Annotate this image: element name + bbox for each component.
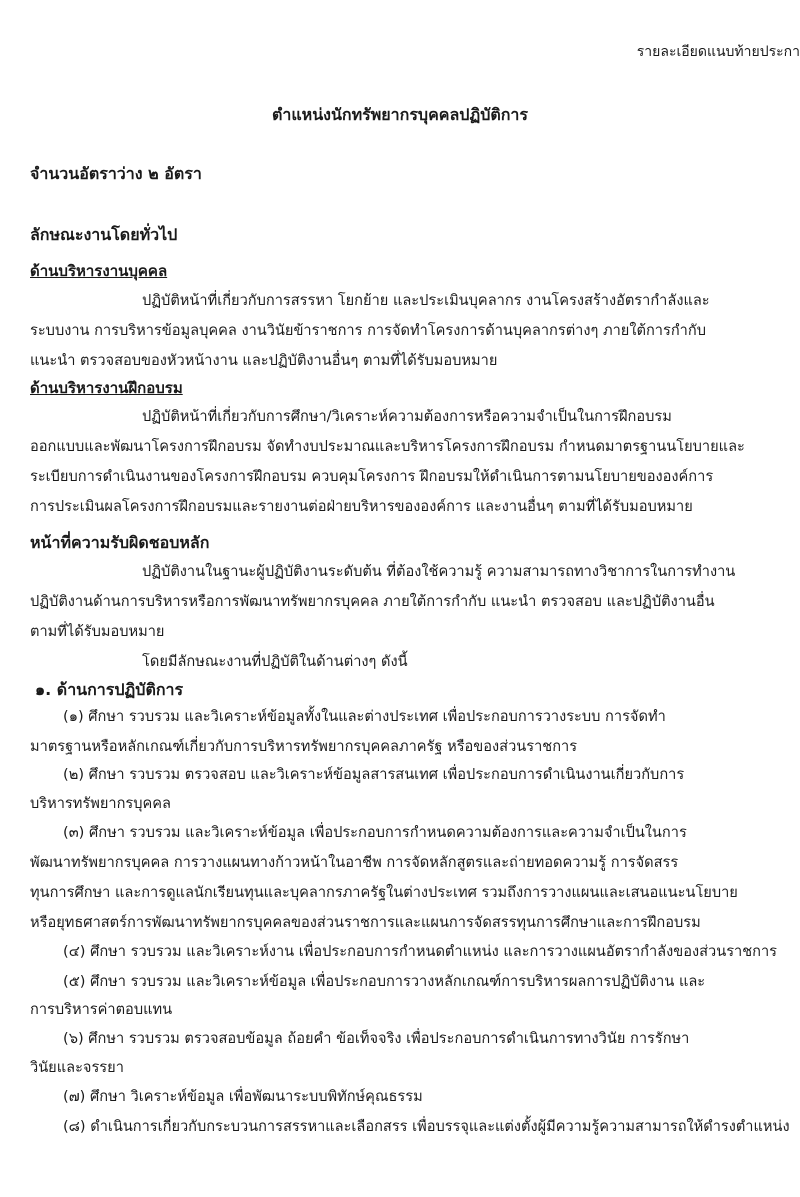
paragraph-line: ปฏิบัติงานด้านการบริหารหรือการพัฒนาทรัพยากรบุคคล ภายใต้การกำกับ แนะนำ ตรวจสอบ และปฏิบัติงานอื่น [30,593,715,610]
paragraph-line: ปฏิบัติหน้าที่เกี่ยวกับการศึกษา/วิเคราะห์ความต้องการหรือความจำเป็นในการฝึกอบรม [142,408,672,425]
duty-item-5-line: (๕) ศึกษา รวบรวม และวิเคราะห์ข้อมูล เพื่อประกอบการวางหลักเกณฑ์การบริหารผลการปฏิบัติงาน และ [63,973,706,990]
general-heading: ลักษณะงานโดยทั่วไป [30,225,178,244]
duty-item-6-line: (๖) ศึกษา รวบรวม ตรวจสอบข้อมูล ถ้อยคำ ข้อเท็จจริง เพื่อประกอบการดำเนินการทางวินัย การรักษา [63,1030,690,1047]
duty-item-1-line: (๑) ศึกษา รวบรวม และวิเคราะห์ข้อมูลทั้งในและต่างประเทศ เพื่อประกอบการวางระบบ การจัดทำ [63,708,666,725]
paragraph-line: ระเบียบการดำเนินงานของโครงการฝึกอบรม ควบคุมโครงการ ฝึกอบรมให้ดำเนินการตามนโยบายขององค์การ [30,468,714,485]
duty-item-5-line: การบริหารค่าตอบแทน [30,1001,173,1018]
duty-item-3-line: พัฒนาทรัพยากรบุคคล การวางแผนทางก้าวหน้าในอาชีพ การจัดหลักสูตรและถ่ายทอดความรู้ การจัดสรร [30,854,679,871]
duty-item-2-line: บริหารทรัพยากรบุคคล [30,795,171,812]
training-heading: ด้านบริหารงานฝึกอบรม [30,379,183,397]
section-1-heading: ๑. ด้านการปฏิบัติการ [35,680,184,699]
duties-heading: หน้าที่ความรับผิดชอบหลัก [30,533,210,552]
vacancy-count: จำนวนอัตราว่าง ๒ อัตรา [30,164,202,183]
paragraph-line: ออกแบบและพัฒนาโครงการฝึกอบรม จัดทำงบประมาณและบริหารโครงการฝึกอบรม กำหนดมาตรฐานนโยบายและ [30,438,745,455]
duty-item-1-line: มาตรฐานหรือหลักเกณฑ์เกี่ยวกับการบริหารทรัพยากรบุคคลภาครัฐ หรือของส่วนราชการ [30,738,578,755]
duty-item-7-line: (๗) ศึกษา วิเคราะห์ข้อมูล เพื่อพัฒนาระบบพิทักษ์คุณธรรม [63,1088,423,1105]
duty-item-2-line: (๒) ศึกษา รวบรวม ตรวจสอบ และวิเคราะห์ข้อมูลสารสนเทศ เพื่อประกอบการดำเนินงานเกี่ยวกับการ [63,766,685,783]
paragraph-line: การประเมินผลโครงการฝึกอบรมและรายงานต่อฝ่ายบริหารขององค์การ และงานอื่นๆ ตามที่ได้รับมอบหมาย [30,498,693,515]
personnel-heading: ด้านบริหารงานบุคคล [30,262,168,280]
duty-item-3-line: หรือยุทธศาสตร์การพัฒนาทรัพยากรบุคคลของส่วนราชการและแผนการจัดสรรทุนการศึกษาและการฝึกอบรม [30,914,701,931]
header-reference: รายละเอียดแนบท้ายประกา [636,44,800,60]
paragraph-line: ระบบงาน การบริหารข้อมูลบุคคล งานวินัยข้าราชการ การจัดทำโครงการด้านบุคลากรต่างๆ ภายใต้การกำกับ [30,322,706,339]
duty-item-3-line: ทุนการศึกษา และการดูแลนักเรียนทุนและบุคลากรภาครัฐในต่างประเทศ รวมถึงการวางแผนและเสนอแนะนโยบาย [30,884,738,901]
duties-intro: โดยมีลักษณะงานที่ปฏิบัติในด้านต่างๆ ดังนี้ [142,653,408,670]
duty-item-3-line: (๓) ศึกษา รวบรวม และวิเคราะห์ข้อมูล เพื่อประกอบการกำหนดความต้องการและความจำเป็นในการ [63,824,687,841]
paragraph-line: ปฏิบัติหน้าที่เกี่ยวกับการสรรหา โยกย้าย และประเมินบุคลากร งานโครงสร้างอัตรากำลังและ [142,292,710,309]
document-title: ตำแหน่งนักทรัพยากรบุคคลปฏิบัติการ [271,105,528,124]
paragraph-line: แนะนำ ตรวจสอบของหัวหน้างาน และปฏิบัติงานอื่นๆ ตามที่ได้รับมอบหมาย [30,352,498,369]
duty-item-6-line: วินัยและจรรยา [30,1059,124,1076]
duty-item-8-line: (๘) ดำเนินการเกี่ยวกับกระบวนการสรรหาและเลือกสรร เพื่อบรรจุและแต่งตั้งผู้มีความรู้ความสามารถให้ดำรงตำแหน่ง [63,1118,790,1135]
duty-item-4-line: (๔) ศึกษา รวบรวม และวิเคราะห์งาน เพื่อประกอบการกำหนดตำแหน่ง และการวางแผนอัตรากำลังของส่วนราชการ [63,943,777,960]
paragraph-line: ปฏิบัติงานในฐานะผู้ปฏิบัติงานระดับต้น ที่ต้องใช้ความรู้ ความสามารถทางวิชาการในการทำงาน [142,563,736,580]
paragraph-line: ตามที่ได้รับมอบหมาย [30,623,165,640]
